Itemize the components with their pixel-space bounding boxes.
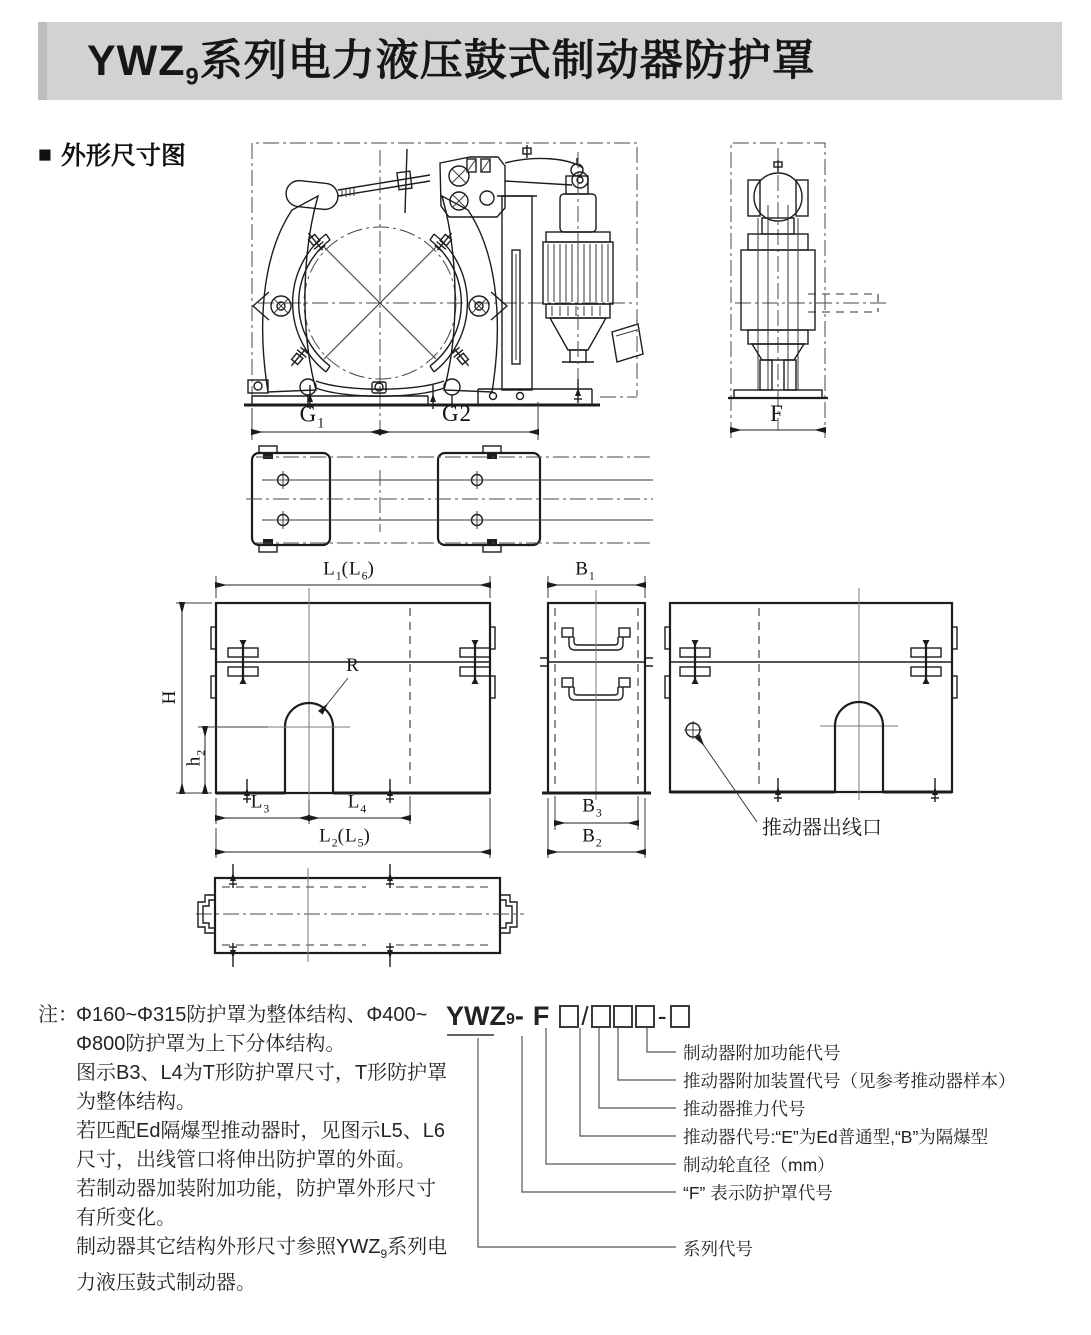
model-label-thrust: 推动器推力代号	[683, 1099, 806, 1119]
dim-label-b3: $B_3$	[582, 795, 602, 820]
model-series-dash: -	[514, 1000, 524, 1031]
model-code	[446, 1001, 691, 1031]
dim-label-g1: $G_1$	[299, 401, 325, 432]
dim-label-h: H	[159, 689, 180, 705]
note-line: 为整体结构。	[76, 1091, 196, 1113]
note-line: Φ800防护罩为上下分体结构。	[76, 1033, 346, 1055]
note-line: 制动器其它结构外形尺寸参照$YWZ_9$系列电	[76, 1236, 448, 1261]
note-line: 注： Φ160~Φ315防护罩为整体结构、Φ400~	[38, 1001, 466, 1030]
model-series-sub: 9	[506, 1011, 515, 1028]
note-line: 图示B3、L4为T形防护罩尺寸，T形防护罩	[76, 1062, 448, 1084]
cover-top-view-drawing	[196, 864, 524, 967]
dim-label-b2: $B_2$	[582, 825, 602, 850]
model-label-thruster-code: 推动器代号:“E”为Ed普通型,“B”为隔爆型	[683, 1127, 989, 1147]
note-line: 力液压鼓式制动器。	[76, 1272, 256, 1294]
cover-front-view-drawing	[176, 576, 495, 858]
dim-label-r: R	[346, 655, 360, 676]
model-code-leader-lines	[447, 1028, 676, 1247]
model-box-function	[670, 1005, 690, 1028]
model-slash: /	[581, 1000, 589, 1031]
note-line: 尺寸，出线管口将伸出防护罩的外面。	[76, 1149, 416, 1171]
page-title: $YWZ_9$系列电力液压鼓式制动器防护罩	[87, 37, 816, 91]
cover-rear-view-drawing	[665, 588, 957, 822]
dim-label-g2: G2	[441, 401, 473, 426]
title-banner	[38, 22, 1062, 100]
notes-block	[38, 1001, 466, 1298]
note-prefix: 注：	[38, 1004, 78, 1026]
dim-label-l1-l6: $L_1(L_6)$	[323, 558, 375, 583]
model-f-code: F	[532, 1000, 550, 1031]
section-marker-icon: ■	[38, 140, 52, 167]
model-label-function: 制动器附加功能代号	[683, 1043, 841, 1063]
model-label-attachment: 推动器附加装置代号（见参考推动器样本）	[683, 1071, 1016, 1091]
section-title: 外形尺寸图	[60, 142, 186, 170]
dim-label-h2: $h_2$	[183, 749, 208, 767]
note-line: 有所变化。	[76, 1207, 176, 1229]
model-box-thruster-code	[591, 1005, 611, 1028]
dim-label-b1: $B_1$	[575, 558, 595, 583]
dim-label-l3: $L_3$	[250, 791, 270, 816]
model-box-attachment	[635, 1005, 655, 1028]
note-line: 若匹配Ed隔爆型推动器时，见图示L5、L6	[76, 1120, 445, 1142]
model-box-diameter	[559, 1005, 579, 1028]
model-series-text: YWZ	[446, 1000, 506, 1031]
brake-front-view-drawing	[244, 143, 643, 440]
note-line: 若制动器加装附加功能，防护罩外形尺寸	[76, 1178, 436, 1200]
model-label-diameter: 制动轮直径（mm）	[683, 1155, 835, 1175]
dim-label-f: F	[770, 401, 784, 426]
model-label-series: 系列代号	[683, 1239, 753, 1259]
dim-label-l4: $L_4$	[347, 791, 367, 816]
dim-label-l2-l5: $L_2(L_5)$	[319, 825, 371, 850]
brake-side-view-drawing	[728, 143, 888, 438]
mounting-plates-top-view	[246, 446, 653, 552]
thruster-outlet-label: 推动器出线口	[762, 817, 882, 839]
section-header	[38, 136, 186, 172]
model-dash: -	[657, 1000, 667, 1031]
model-box-thrust	[613, 1005, 633, 1028]
model-label-f-code: “F” 表示防护罩代号	[683, 1183, 833, 1203]
